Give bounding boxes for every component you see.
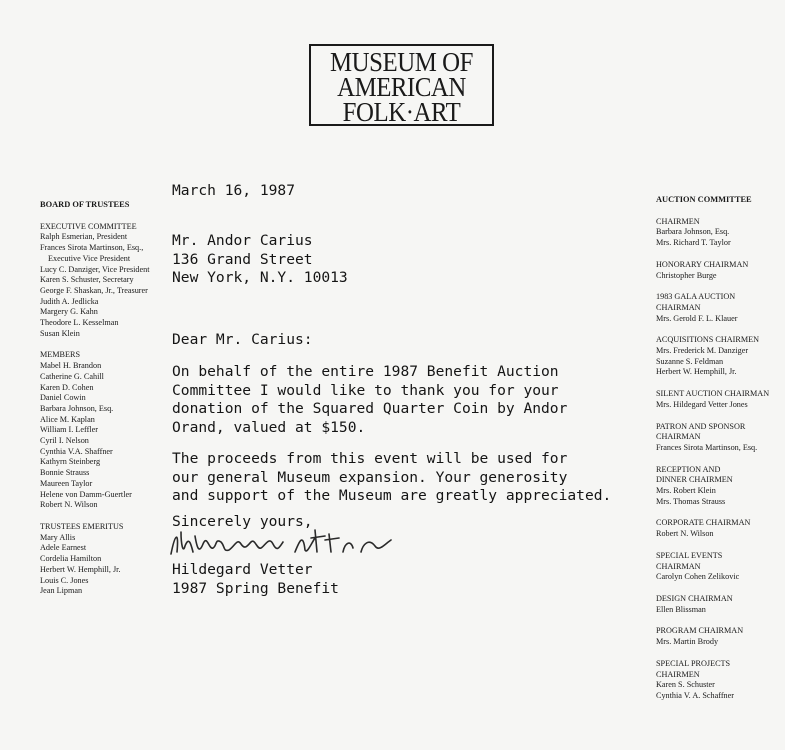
text-line: Theodore L. Kesselman [40, 318, 119, 328]
committee-line: CHAIRMAN [656, 302, 701, 312]
text-line: Louis C. Jones [40, 575, 89, 585]
committee-line: HONORARY CHAIRMAN [656, 259, 749, 269]
text-line: On behalf of the entire 1987 Benefit Auction [172, 363, 559, 380]
text-line: Frances Sirota Martinson, Esq., [40, 243, 144, 253]
text-line: George F. Shaskan, Jr., Treasurer [40, 285, 148, 295]
committee-group [656, 626, 784, 647]
text-line: donation of the Squared Quarter Coin by Andor [172, 400, 568, 417]
spacer [656, 648, 784, 659]
spacer [656, 281, 784, 292]
committee-group [656, 422, 784, 454]
salutation: Dear Mr. Carius: [172, 331, 313, 348]
committee-line: CORPORATE CHAIRMAN [656, 518, 751, 528]
committee-line: Cynthia V. A. Schaffner [656, 690, 735, 700]
spacer [656, 249, 784, 260]
text-line: 1987 Spring Benefit [172, 579, 339, 597]
text-line: Adele Earnest [40, 543, 87, 553]
executive-heading: EXECUTIVE COMMITTEE [40, 221, 137, 231]
members-heading: MEMBERS [40, 350, 81, 360]
committee-line: Herbert W. Hemphill, Jr. [656, 367, 737, 377]
closing: Sincerely yours, [172, 513, 313, 530]
members-list [40, 361, 160, 511]
committee-line: SPECIAL EVENTS [656, 550, 723, 560]
text-line: Ralph Esmerian, President [40, 232, 128, 242]
committee-group [656, 217, 784, 249]
text-line: Lucy C. Danziger, Vice President [40, 264, 150, 274]
committee-group [656, 335, 784, 378]
committee-line: Mrs. Thomas Strauss [656, 496, 726, 506]
committee-line: PROGRAM CHAIRMAN [656, 626, 744, 636]
recipient-address [172, 232, 348, 288]
text-line: Susan Klein [40, 328, 80, 338]
text-line: Cynthia V.A. Shaffner [40, 446, 113, 456]
board-of-trustees-column [40, 200, 160, 597]
committee-line: Robert N. Wilson [656, 529, 714, 539]
committee-line: Mrs. Richard T. Taylor [656, 238, 731, 248]
committee-line: SILENT AUCTION CHAIRMAN [656, 389, 770, 399]
auction-groups [656, 217, 784, 702]
text-line: and support of the Museum are greatly appreciated. [172, 487, 612, 504]
text-line: Herbert W. Hemphill, Jr. [40, 564, 121, 574]
logo-line-1: MUSEUM OF [330, 47, 473, 77]
text-line: our general Museum expansion. Your generosity [172, 468, 568, 486]
text-line: Catherine G. Cahill [40, 371, 104, 381]
letter-date: March 16, 1987 [172, 182, 296, 199]
text-line: Hildegard Vetter [172, 561, 313, 578]
committee-line: PATRON AND SPONSOR [656, 421, 746, 431]
spacer [656, 411, 784, 422]
committee-line: Barbara Johnson, Esq. [656, 227, 730, 237]
committee-line: Christopher Burge [656, 270, 717, 280]
text-line: Maureen Taylor [40, 478, 93, 488]
spacer [656, 540, 784, 551]
spacer [656, 615, 784, 626]
text-line: Orand, valued at $150. [172, 418, 366, 436]
committee-group [656, 518, 784, 539]
text-line: William I. Leffler [40, 425, 98, 435]
text-line: Committee I would like to thank you for your [172, 381, 559, 399]
text-line: Karen S. Schuster, Secretary [40, 275, 134, 285]
text-line: Helene von Damm-Guertler [40, 489, 132, 499]
committee-line: Karen S. Schuster [656, 680, 715, 690]
signature-scrawl [165, 524, 425, 564]
committee-line: CHAIRMEN [656, 669, 700, 679]
committee-line: CHAIRMAN [656, 561, 701, 571]
spacer [656, 378, 784, 389]
committee-group [656, 465, 784, 508]
text-line: Executive Vice President [48, 253, 131, 263]
committee-group [656, 260, 784, 281]
committee-line: Suzanne S. Feldman [656, 356, 724, 366]
text-line: Karen D. Cohen [40, 382, 94, 392]
committee-group [656, 551, 784, 583]
text-line: Mary Allis [40, 532, 76, 542]
text-line: Mr. Andor Carius [172, 232, 313, 249]
spacer [656, 583, 784, 594]
text-line: Alice M. Kaplan [40, 414, 95, 424]
committee-line: Mrs. Hildegard Vetter Jones [656, 399, 748, 409]
committee-group [656, 389, 784, 410]
paragraph-2 [172, 450, 611, 506]
committee-line: DESIGN CHAIRMAN [656, 593, 733, 603]
spacer [656, 454, 784, 465]
text-line: Margery G. Kahn [40, 307, 98, 317]
text-line: Cyril I. Nelson [40, 436, 89, 446]
committee-line: SPECIAL PROJECTS [656, 658, 731, 668]
board-title: BOARD OF TRUSTEES [40, 200, 130, 209]
auction-committee-column [656, 195, 784, 702]
museum-logo [309, 44, 494, 126]
text-line: 136 Grand Street [172, 250, 313, 268]
text-line: Kathyrn Steinberg [40, 457, 101, 467]
committee-group [656, 659, 784, 702]
committee-line: Mrs. Martin Brody [656, 637, 719, 647]
auction-title: AUCTION COMMITTEE [656, 195, 752, 204]
committee-group [656, 292, 784, 324]
committee-line: CHAIRMEN [656, 216, 700, 226]
text-line: Bonnie Strauss [40, 468, 90, 478]
emeritus-heading: TRUSTEES EMERITUS [40, 521, 124, 531]
text-line: Judith A. Jedlicka [40, 296, 99, 306]
committee-line: Mrs. Gerold F. L. Klauer [656, 313, 738, 323]
committee-line: 1983 GALA AUCTION [656, 292, 736, 302]
spacer [656, 507, 784, 518]
text-line: Robert N. Wilson [40, 500, 98, 510]
executive-list [40, 232, 160, 339]
logo-line-2: AMERICAN [337, 72, 466, 102]
committee-line: Ellen Blissman [656, 604, 706, 614]
emeritus-list [40, 533, 160, 597]
committee-line: DINNER CHAIRMEN [656, 475, 733, 485]
text-line: Jean Lipman [40, 586, 83, 596]
text-line: Cordelia Hamilton [40, 554, 102, 564]
text-line: Barbara Johnson, Esq. [40, 403, 114, 413]
text-line: New York, N.Y. 10013 [172, 269, 348, 286]
spacer [656, 324, 784, 335]
committee-line: RECEPTION AND [656, 464, 721, 474]
paragraph-1 [172, 363, 567, 437]
signer-block [172, 561, 339, 598]
committee-line: Frances Sirota Martinson, Esq. [656, 442, 758, 452]
committee-line: ACQUISITIONS CHAIRMEN [656, 335, 760, 345]
text-line: Mabel H. Brandon [40, 361, 102, 371]
committee-group [656, 594, 784, 615]
committee-line: Mrs. Frederick M. Danziger [656, 346, 749, 356]
committee-line: CHAIRMAN [656, 432, 701, 442]
text-line: The proceeds from this event will be used for [172, 450, 568, 467]
text-line: Daniel Cowin [40, 393, 86, 403]
committee-line: Mrs. Robert Klein [656, 486, 716, 496]
logo-line-3: FOLK·ART [342, 97, 461, 127]
committee-line: Carolyn Cohen Zelikovic [656, 572, 740, 582]
